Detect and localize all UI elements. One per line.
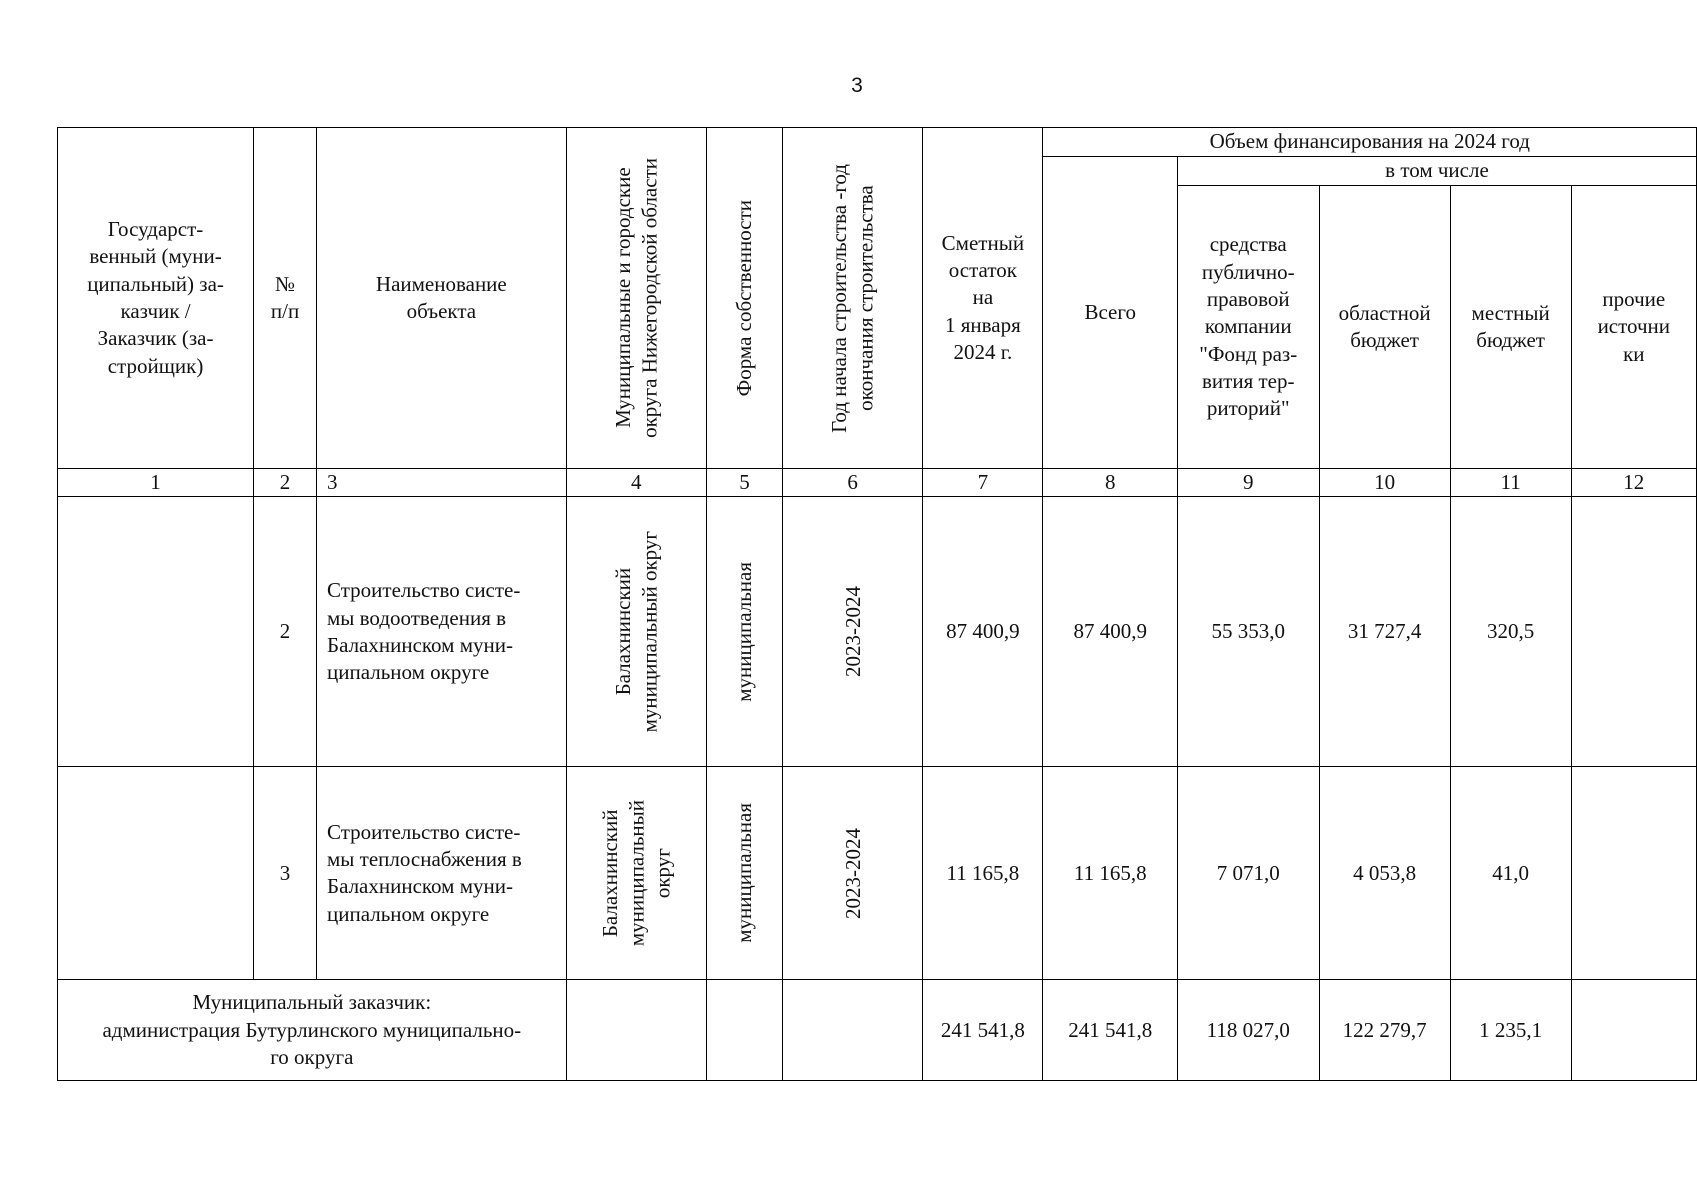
column-number: 6 [783, 469, 923, 497]
row-number: 2 [254, 497, 317, 767]
summary-district [566, 980, 706, 1081]
summary-fund: 118 027,0 [1177, 980, 1319, 1081]
row-estimate-balance: 87 400,9 [923, 497, 1043, 767]
header-fund: средства публично- правовой компании "Фонд раз- вития тер- риторий" [1177, 186, 1319, 469]
summary-row [58, 980, 1697, 1081]
header-regional-budget: областной бюджет [1319, 186, 1450, 469]
row-number: 3 [254, 767, 317, 980]
row-years-text: 2023-2024 [840, 586, 865, 678]
row-local: 320,5 [1450, 497, 1571, 767]
summary-label: Муниципальный заказчик: администрация Бутурлинского муниципально- го округа [58, 980, 567, 1081]
row-ownership [706, 497, 782, 767]
row-fund: 7 071,0 [1177, 767, 1319, 980]
row-local: 41,0 [1450, 767, 1571, 980]
header-total: Всего [1043, 157, 1177, 469]
row-object-name: Строительство систе- мы теплоснабжения в Балахнинском муни- ципальном округе [317, 767, 567, 980]
row-other [1571, 497, 1696, 767]
header-financing-title: Объем финансирования на 2024 год [1043, 128, 1697, 157]
summary-local: 1 235,1 [1450, 980, 1571, 1081]
summary-total: 241 541,8 [1043, 980, 1177, 1081]
header-other-sources: прочие источни ки [1571, 186, 1696, 469]
summary-regional: 122 279,7 [1319, 980, 1450, 1081]
table-row [58, 497, 1697, 767]
row-other [1571, 767, 1696, 980]
column-number: 4 [566, 469, 706, 497]
row-ownership [706, 767, 782, 980]
column-number: 8 [1043, 469, 1177, 497]
column-number: 7 [923, 469, 1043, 497]
row-customer [58, 767, 254, 980]
table-row [58, 767, 1697, 980]
row-district-text: Балахнинский муниципальный округ [597, 800, 675, 947]
column-number: 10 [1319, 469, 1450, 497]
summary-estimate-balance: 241 541,8 [923, 980, 1043, 1081]
row-ownership-text: муниципальная [732, 803, 757, 944]
header-customer: Государст- венный (муни- ципальный) за- казчик / Заказчик (за- стройщик) [58, 128, 254, 469]
column-number: 12 [1571, 469, 1696, 497]
header-estimate-balance: Сметный остаток на 1 января 2024 г. [923, 128, 1043, 469]
column-number: 1 [58, 469, 254, 497]
row-total: 87 400,9 [1043, 497, 1177, 767]
header-local-budget: местный бюджет [1450, 186, 1571, 469]
page-number: 3 [851, 74, 863, 97]
row-fund: 55 353,0 [1177, 497, 1319, 767]
summary-other [1571, 980, 1696, 1081]
summary-ownership [706, 980, 782, 1081]
row-years [783, 767, 923, 980]
header-ownership [706, 128, 782, 469]
row-district [566, 497, 706, 767]
row-years-text: 2023-2024 [840, 827, 865, 919]
row-district [566, 767, 706, 980]
column-number: 9 [1177, 469, 1319, 497]
row-ownership-text: муниципальная [732, 561, 757, 702]
column-number: 11 [1450, 469, 1571, 497]
financing-table [57, 127, 1697, 1081]
column-number: 3 [317, 469, 567, 497]
header-ownership-text: Форма собственности [732, 199, 757, 397]
header-row-1 [58, 128, 1697, 157]
row-years [783, 497, 923, 767]
header-including: в том числе [1177, 157, 1696, 186]
summary-years [783, 980, 923, 1081]
row-total: 11 165,8 [1043, 767, 1177, 980]
row-district-text: Балахнинский муниципальный округ [611, 531, 662, 733]
column-numbers-row [58, 469, 1697, 497]
row-object-name: Строительство систе- мы водоотведения в Балахнинском муни- ципальном округе [317, 497, 567, 767]
header-number: № п/п [254, 128, 317, 469]
column-number: 2 [254, 469, 317, 497]
header-years [783, 128, 923, 469]
row-customer [58, 497, 254, 767]
row-estimate-balance: 11 165,8 [923, 767, 1043, 980]
header-municipal-districts [566, 128, 706, 469]
row-regional: 4 053,8 [1319, 767, 1450, 980]
header-municipal-districts-text: Муниципальные и городские округа Нижегородской области [611, 158, 662, 438]
header-object-name: Наименование объекта [317, 128, 567, 469]
header-years-text: Год начала строительства -год окончания строительства [827, 163, 878, 433]
row-regional: 31 727,4 [1319, 497, 1450, 767]
column-number: 5 [706, 469, 782, 497]
